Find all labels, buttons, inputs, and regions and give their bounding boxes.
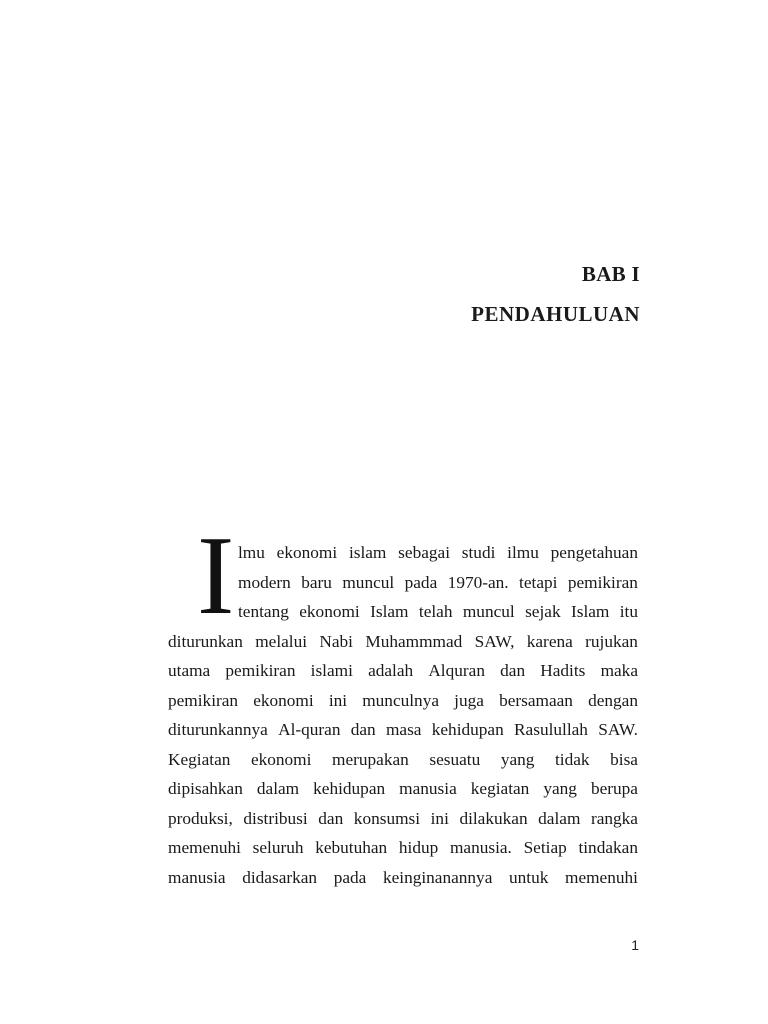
word: Setiap (523, 838, 567, 857)
word: memenuhi (168, 838, 241, 857)
word: utama (168, 661, 211, 680)
word: muncul (342, 573, 395, 592)
word: ekonomi (299, 602, 360, 621)
word: kegiatan (470, 779, 530, 798)
word: dan (500, 661, 526, 680)
paragraph-line (168, 719, 638, 741)
word: tentang (238, 602, 289, 621)
word: ekonomi (250, 750, 312, 769)
word: didasarkan (242, 868, 318, 887)
paragraph-line (168, 867, 638, 889)
word: 1970-an. (447, 573, 509, 592)
word: keinginanannya (382, 868, 493, 887)
word: melalui (255, 632, 308, 651)
word: ini (430, 809, 449, 828)
paragraph-line (168, 837, 638, 859)
word: dan (350, 720, 376, 739)
word: ekonomi (276, 543, 338, 562)
word: dipisahkan (168, 779, 243, 798)
word: dan (318, 809, 344, 828)
word: Nabi (319, 632, 353, 651)
word: munculnya (362, 691, 440, 710)
word: kebutuhan (315, 838, 388, 857)
word: Islam (570, 602, 610, 621)
word: merupakan (332, 750, 409, 769)
word: studi (461, 543, 496, 562)
word: manusia. (449, 838, 512, 857)
word: islam (348, 543, 387, 562)
paragraph-line (238, 542, 638, 564)
word: bisa (610, 750, 638, 769)
word: maka (600, 661, 638, 680)
word: baru (301, 573, 332, 592)
word: Hadits (540, 661, 586, 680)
word: Muhammmad (365, 632, 463, 651)
paragraph-line (238, 601, 638, 623)
word: masa (385, 720, 422, 739)
word: telah (418, 602, 453, 621)
word: juga (454, 691, 484, 710)
word: rangka (590, 809, 638, 828)
word: islami (310, 661, 353, 680)
word: produksi, (168, 809, 233, 828)
paragraph-line (238, 572, 638, 594)
word: Rasulullah (514, 720, 588, 739)
word: sebagai (398, 543, 450, 562)
word: manusia (168, 868, 226, 887)
word: dalam (256, 779, 300, 798)
page-number: 1 (631, 937, 639, 953)
word: konsumsi (353, 809, 421, 828)
word: distribusi (243, 809, 308, 828)
word: muncul (462, 602, 515, 621)
paragraph-line (168, 631, 638, 653)
word: dilakukan (459, 809, 528, 828)
word: yang (543, 779, 577, 798)
word: rujukan (585, 632, 638, 651)
paragraph-line (168, 749, 638, 771)
word: pemikiran (168, 691, 239, 710)
paragraph-line (168, 690, 638, 712)
paragraph-line (168, 808, 638, 830)
word: bersamaan (499, 691, 573, 710)
word: diturunkan (168, 632, 243, 651)
word: manusia (399, 779, 457, 798)
paragraph-line (168, 778, 638, 800)
word: tindakan (578, 838, 638, 857)
chapter-title: PENDAHULUAN (471, 302, 640, 326)
word: yang (500, 750, 535, 769)
drop-cap-letter: I (197, 514, 235, 638)
word: tidak (555, 750, 590, 769)
word: SAW. (598, 720, 638, 739)
chapter-number: BAB I (581, 262, 640, 286)
word: modern (238, 573, 291, 592)
word: sesuatu (429, 750, 481, 769)
word: itu (619, 602, 638, 621)
word: karena (526, 632, 573, 651)
word: untuk (509, 868, 549, 887)
word: pemikiran (225, 661, 296, 680)
word: kehidupan (313, 779, 386, 798)
word: sejak (525, 602, 561, 621)
word: pada (333, 868, 367, 887)
word: lmu (238, 543, 265, 562)
word: berupa (590, 779, 638, 798)
word: pada (404, 573, 438, 592)
word: Alquran (428, 661, 485, 680)
word: dengan (588, 691, 638, 710)
word: diturunkannya (168, 720, 268, 739)
paragraph-line (168, 660, 638, 682)
word: seluruh (252, 838, 304, 857)
word: ilmu (507, 543, 539, 562)
word: ini (328, 691, 348, 710)
word: pemikiran (567, 573, 638, 592)
word: adalah (368, 661, 414, 680)
word: memenuhi (565, 868, 638, 887)
word: tetapi (519, 573, 558, 592)
word: Kegiatan (168, 750, 231, 769)
word: pengetahuan (550, 543, 638, 562)
word: hidup (398, 838, 439, 857)
word: ekonomi (253, 691, 314, 710)
word: Al-quran (278, 720, 341, 739)
word: dalam (538, 809, 581, 828)
word: Islam (370, 602, 409, 621)
word: SAW, (474, 632, 515, 651)
word: kehidupan (431, 720, 504, 739)
